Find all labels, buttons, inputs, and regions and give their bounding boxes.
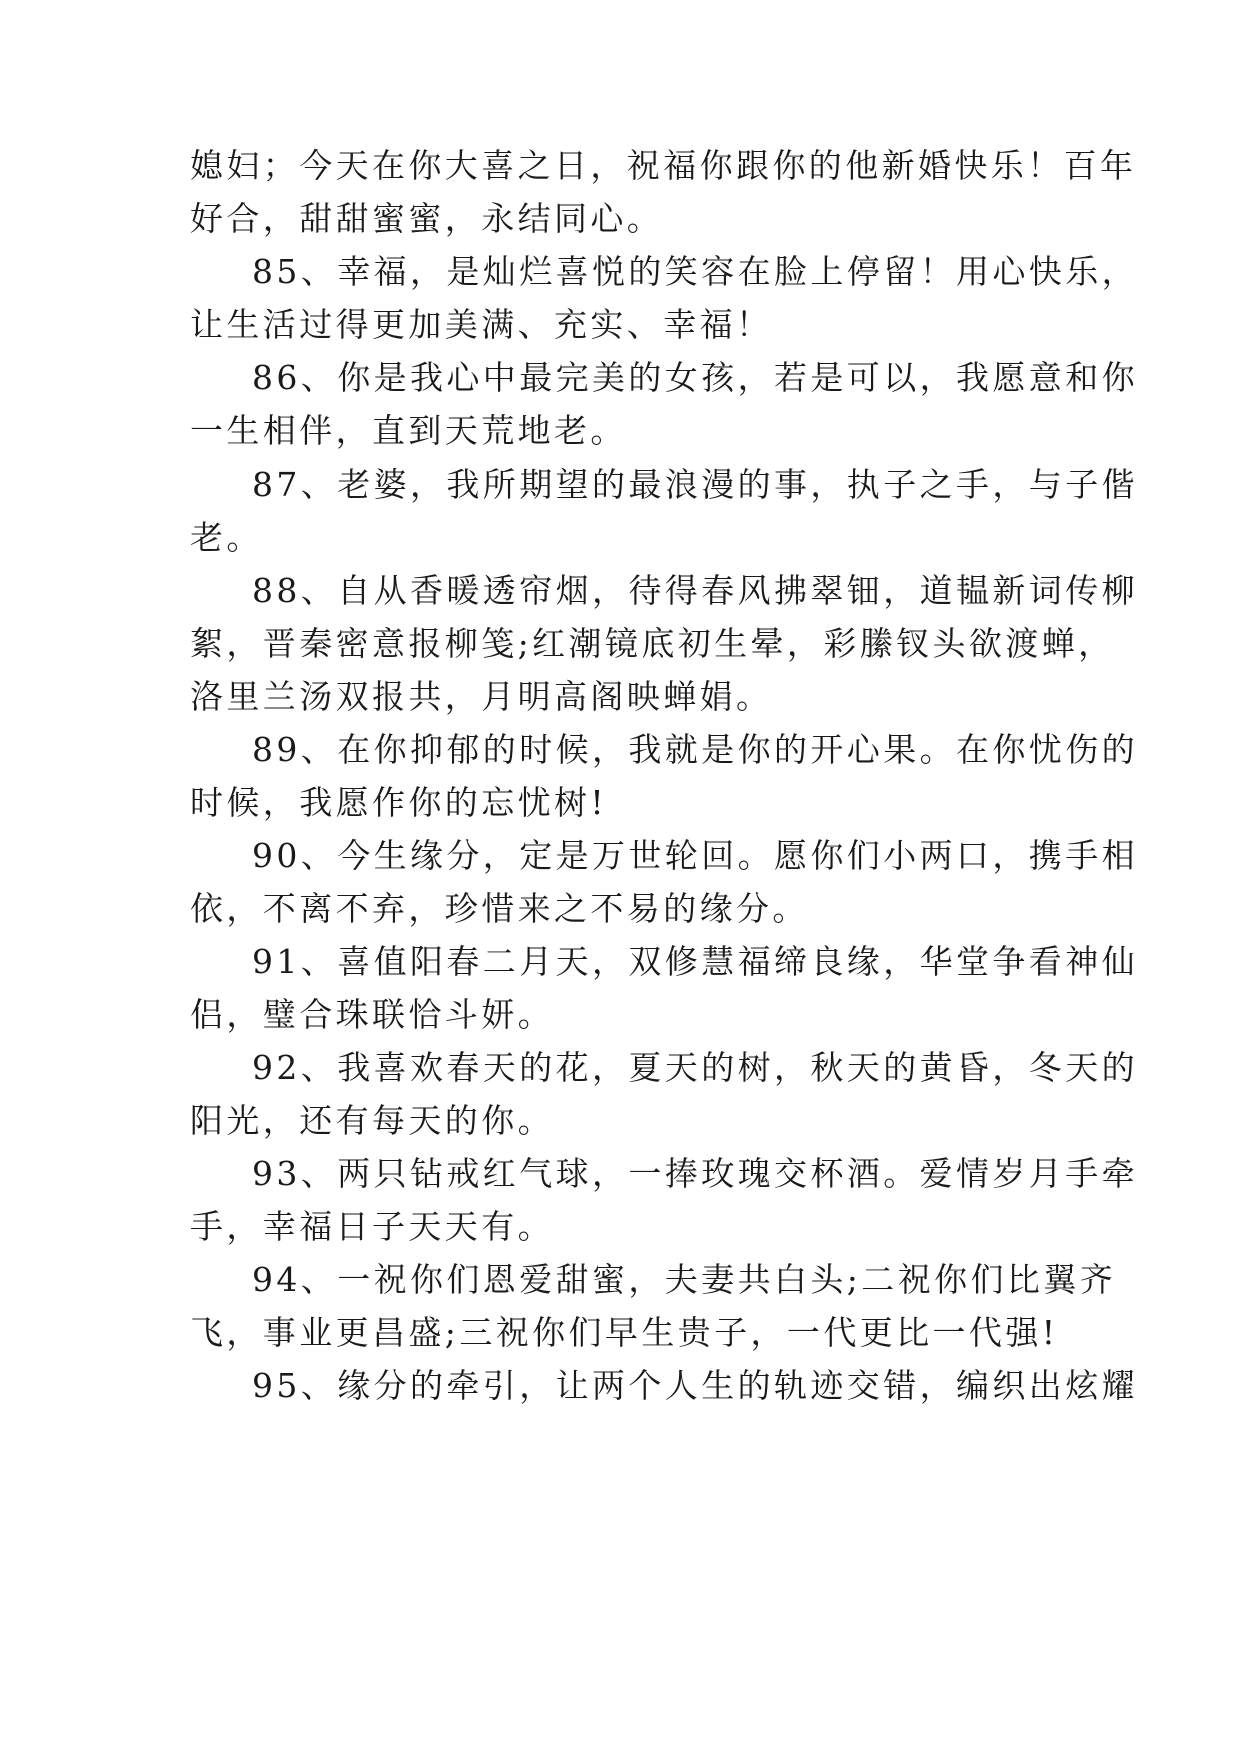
- text-line: 让生活过得更加美满、充实、幸福！: [190, 305, 773, 344]
- text-line: 絮，晋秦密意报柳笺;红潮镜底初生晕，彩縢钗头欲渡蝉，: [190, 624, 1115, 663]
- text-line: 92、我喜欢春天的花，夏天的树，秋天的黄昏，冬天的: [252, 1048, 1138, 1087]
- text-line: 老。: [190, 518, 263, 557]
- text-line: 87、老婆，我所期望的最浪漫的事，执子之手，与子偕: [252, 465, 1138, 504]
- text-line: 侣，璧合珠联恰斗妍。: [190, 995, 554, 1034]
- text-line: 飞，事业更昌盛;三祝你们早生贵子，一代更比一代强!: [190, 1313, 1059, 1352]
- text-line: 依，不离不弃，珍惜来之不易的缘分。: [190, 889, 809, 928]
- text-line: 手，幸福日子天天有。: [190, 1207, 554, 1246]
- text-line: 阳光，还有每天的你。: [190, 1101, 554, 1140]
- text-line: 85、幸福，是灿烂喜悦的笑容在脸上停留！用心快乐，: [252, 252, 1138, 291]
- text-line: 94、一祝你们恩爱甜蜜，夫妻共白头;二祝你们比翼齐: [252, 1260, 1117, 1299]
- text-line: 95、缘分的牵引，让两个人生的轨迹交错，编织出炫耀: [252, 1366, 1138, 1405]
- text-line: 86、你是我心中最完美的女孩，若是可以，我愿意和你: [252, 358, 1138, 397]
- text-line: 90、今生缘分，定是万世轮回。愿你们小两口，携手相: [252, 836, 1138, 875]
- text-line: 时候，我愿作你的忘忧树!: [190, 783, 608, 822]
- text-line: 93、两只钻戒红气球，一捧玫瑰交杯酒。爱情岁月手牵: [252, 1154, 1138, 1193]
- text-line: 89、在你抑郁的时候，我就是你的开心果。在你忧伤的: [252, 730, 1138, 769]
- text-line: 媳妇；今天在你大喜之日，祝福你跟你的他新婚快乐！百年: [190, 146, 1137, 185]
- text-line: 好合，甜甜蜜蜜，永结同心。: [190, 199, 664, 238]
- text-line: 洛里兰汤双报共，月明高阁映蝉娟。: [190, 677, 773, 716]
- text-line: 91、喜值阳春二月天，双修慧福缔良缘，华堂争看神仙: [252, 942, 1138, 981]
- text-line: 一生相伴，直到天荒地老。: [190, 411, 627, 450]
- text-line: 88、自从香暖透帘烟，待得春风拂翠钿，道韫新词传柳: [252, 571, 1138, 610]
